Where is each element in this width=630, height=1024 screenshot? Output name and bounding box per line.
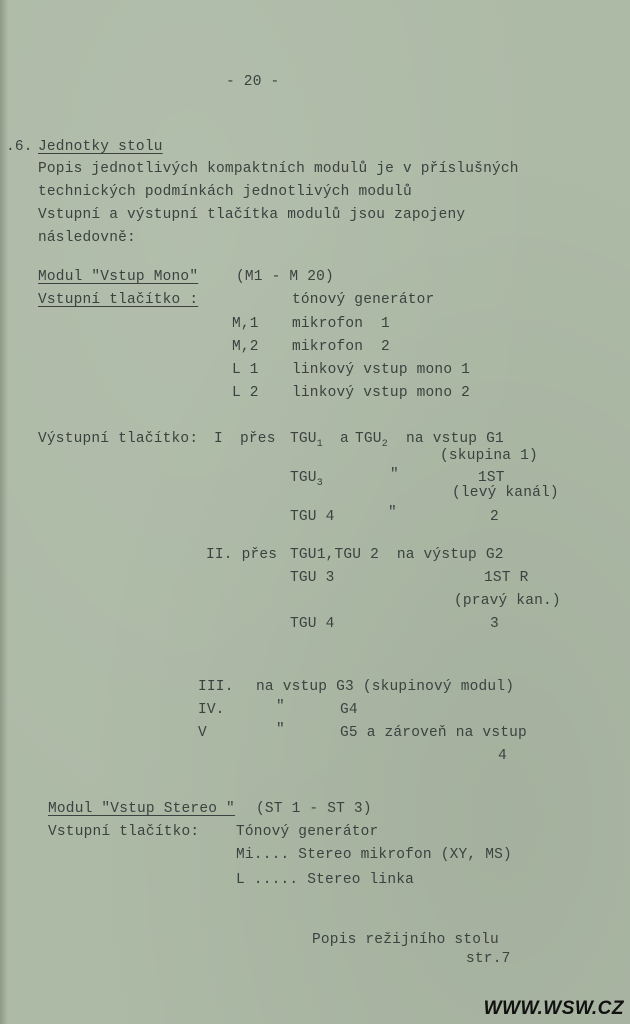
stereo-line-3: L ..... Stereo linka (236, 872, 415, 888)
output-i-roman: I (214, 431, 223, 447)
output-ii-right-channel: (pravý kan.) (454, 593, 561, 609)
stereo-module-range: (ST 1 - ST 3) (256, 801, 372, 817)
output-i-g2: 2 (490, 509, 499, 525)
output-i-tgu2: $TGU_2$ (355, 431, 388, 450)
output-i-tgu3: $TGU_3$ (290, 470, 323, 489)
mono-module-title: Modul "Vstup Mono" (38, 269, 199, 285)
mono-input-desc: linkový vstup mono 2 (292, 385, 471, 401)
output-iv-label: IV. (198, 702, 225, 718)
output-v-line: G5 a zároveň na vstup (340, 725, 527, 741)
mono-input-code: M,2 (232, 339, 259, 355)
page-number: - 20 - (226, 74, 280, 90)
mono-input-desc: mikrofon 2 (292, 339, 390, 355)
mono-input-desc: mikrofon 1 (292, 316, 390, 332)
stereo-input-label: Vstupní tlačítko: (48, 824, 200, 840)
output-v-last: 4 (498, 748, 507, 764)
output-ii-line: TGU1,TGU 2 na výstup G2 (290, 547, 504, 563)
output-iii-line: na vstup G3 (skupinový modul) (256, 679, 515, 695)
output-i-tgu1: $TGU_1$ (290, 431, 323, 450)
intro-line-4: následovně: (38, 230, 136, 246)
mono-input-desc: linkový vstup mono 1 (292, 362, 471, 378)
section-number: .6. (6, 139, 33, 155)
mono-input-code: L 1 (232, 362, 259, 378)
section-heading: Jednotky stolu (38, 139, 163, 155)
output-ii-st-r: 1ST R (484, 570, 529, 586)
output-ii-tgu4: TGU 4 (290, 616, 335, 632)
output-i-st1: 1ST (478, 470, 505, 486)
footer-line-1: Popis režijního stolu (312, 932, 499, 948)
ditto-mark: " (276, 722, 285, 738)
intro-line-3: Vstupní a výstupní tlačítka modulů jsou zapojeny (38, 207, 466, 223)
output-ii-g3: 3 (490, 616, 499, 632)
output-i-left-channel: (levý kanál) (452, 485, 559, 501)
stereo-line-2: Mi.... Stereo mikrofon (XY, MS) (236, 847, 512, 863)
mono-input-code: L 2 (232, 385, 259, 401)
footer-line-2: str.7 (466, 951, 511, 967)
mono-input-label: Vstupní tlačítko : (38, 292, 199, 308)
output-v-label: V (198, 725, 207, 741)
ditto-mark: " (276, 699, 285, 715)
output-i-target: na vstup G1 (406, 431, 504, 447)
output-i-tgu4: TGU 4 (290, 509, 335, 525)
watermark: WWW.WSW.CZ (483, 998, 624, 1019)
output-i-group: (skupina 1) (440, 448, 538, 464)
mono-input-code: M,1 (232, 316, 259, 332)
output-i-and: a (340, 431, 349, 447)
intro-line-1: Popis jednotlivých kompaktních modulů je v příslušných (38, 161, 519, 177)
mono-output-label: Výstupní tlačítko: (38, 431, 199, 447)
output-ii-label: II. přes (206, 547, 278, 563)
stereo-line-1: Tónový generátor (236, 824, 379, 840)
mono-module-range: (M1 - M 20) (236, 269, 334, 285)
output-i-via: přes (240, 431, 276, 447)
ditto-mark: " (390, 467, 399, 483)
output-iii-label: III. (198, 679, 234, 695)
mono-input-desc: tónový generátor (292, 292, 435, 308)
output-iv-value: G4 (340, 702, 358, 718)
stereo-module-title: Modul "Vstup Stereo " (48, 801, 235, 817)
ditto-mark: " (388, 505, 397, 521)
output-ii-tgu3: TGU 3 (290, 570, 335, 586)
intro-line-2: technických podmínkách jednotlivých modulů (38, 184, 412, 200)
